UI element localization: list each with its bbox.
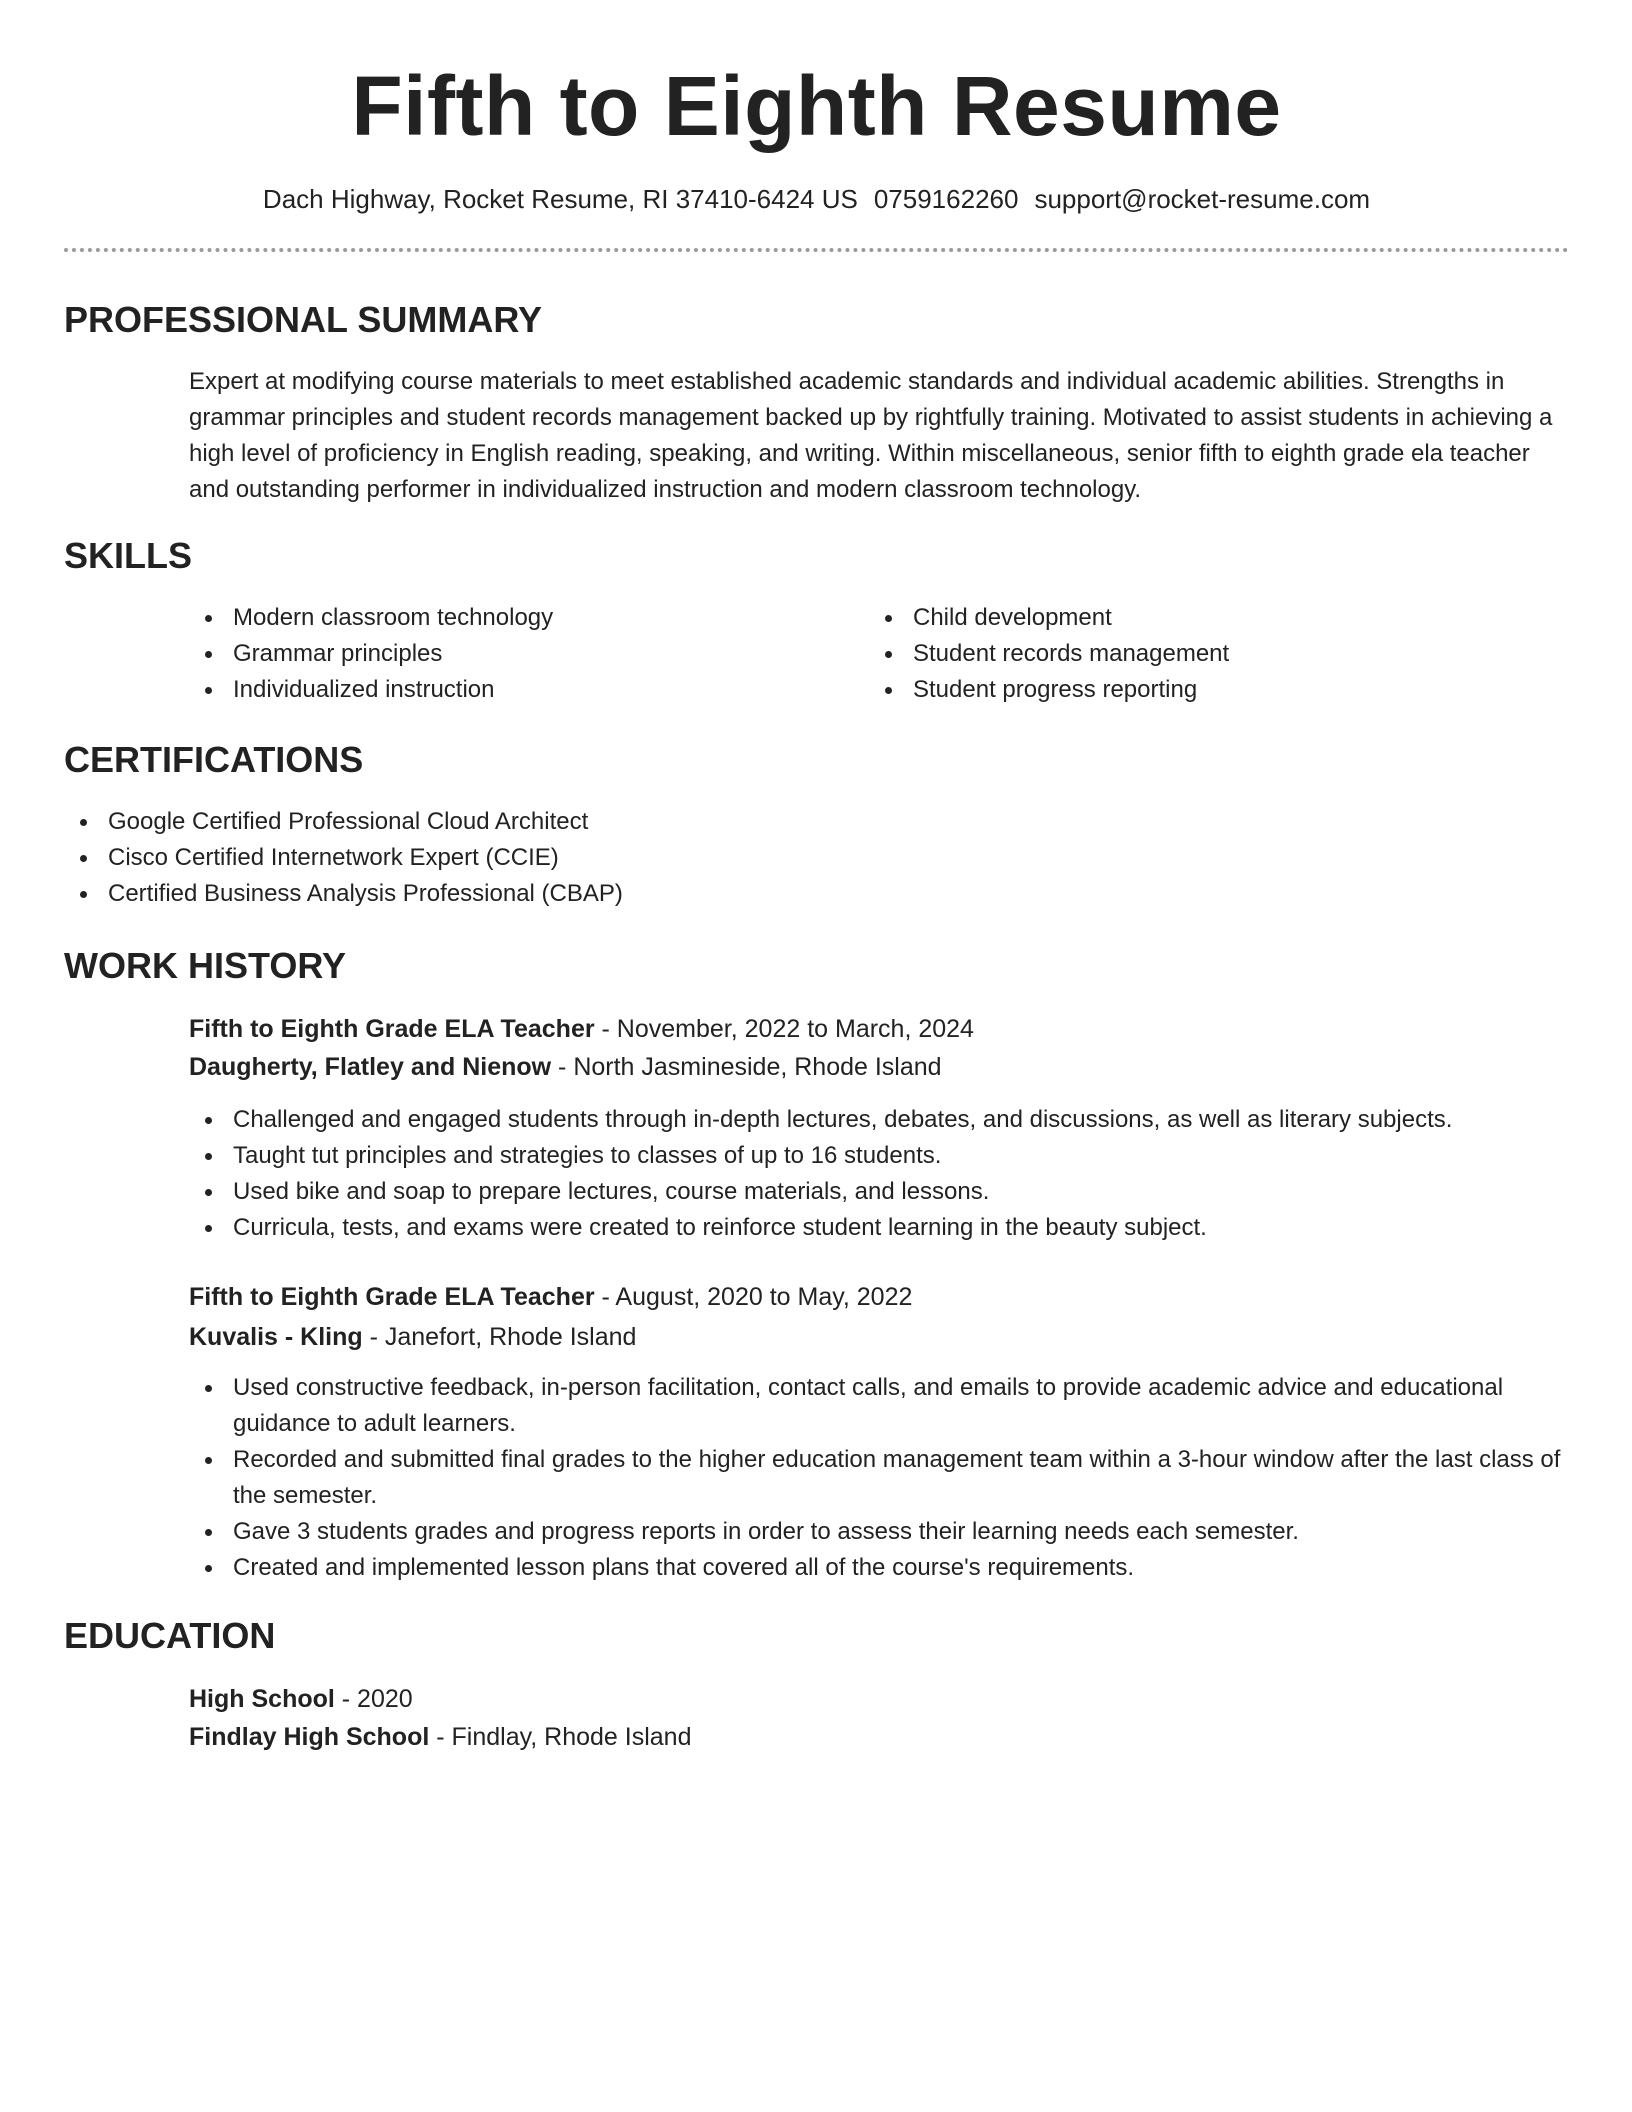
education-entry: [189, 1680, 1569, 1756]
job-company-line: [189, 1318, 1569, 1356]
skills-column-right: [869, 600, 1549, 708]
job-dates: - November, 2022 to March, 2024: [594, 1015, 974, 1043]
skills-heading: SKILLS: [64, 535, 193, 576]
skills-column-left: [189, 600, 869, 708]
summary-section: [64, 298, 1569, 508]
work-history-section: [64, 944, 1569, 1586]
job-bullet: Curricula, tests, and exams were created to reinforce student learning in the beauty subject.: [189, 1210, 1569, 1246]
certification-item: Certified Business Analysis Professional (CBAP): [64, 876, 1569, 912]
job-title-line: [189, 1010, 1569, 1048]
certifications-section: [64, 738, 1569, 912]
job-bullets: [189, 1102, 1569, 1246]
job-title: Fifth to Eighth Grade ELA Teacher: [189, 1283, 595, 1311]
job-location: - North Jasmineside, Rhode Island: [551, 1053, 942, 1081]
header-divider: [64, 248, 1569, 252]
job-bullet: Gave 3 students grades and progress reports in order to assess their learning needs each semester.: [189, 1514, 1569, 1550]
work-history-heading: WORK HISTORY: [64, 945, 347, 986]
contact-address: Dach Highway, Rocket Resume, RI 37410-6424 US: [262, 184, 858, 214]
job-title: Fifth to Eighth Grade ELA Teacher: [189, 1015, 595, 1043]
job-bullets: [189, 1370, 1569, 1586]
education-location: - Findlay, Rhode Island: [429, 1723, 692, 1751]
job-bullet: Taught tut principles and strategies to classes of up to 16 students.: [189, 1138, 1569, 1174]
job-bullet: Created and implemented lesson plans that covered all of the course's requirements.: [189, 1550, 1569, 1586]
summary-heading: PROFESSIONAL SUMMARY: [64, 299, 543, 340]
job-entry: [189, 1010, 1569, 1246]
education-degree: High School: [189, 1685, 335, 1713]
skill-item: Grammar principles: [189, 636, 869, 672]
contact-phone: 0759162260: [873, 184, 1019, 214]
skill-item: Student records management: [869, 636, 1549, 672]
contact-email: support@rocket-resume.com: [1034, 184, 1371, 214]
job-title-line: [189, 1278, 1569, 1316]
job-bullet: Recorded and submitted final grades to the higher education management team within a 3-hour window after the last class of the semester.: [189, 1442, 1569, 1514]
job-location: - Janefort, Rhode Island: [362, 1323, 637, 1351]
job-dates: - August, 2020 to May, 2022: [594, 1283, 913, 1311]
education-school: Findlay High School: [189, 1723, 430, 1751]
skills-list: [189, 600, 1569, 708]
education-school-line: [189, 1718, 1569, 1756]
resume-page: [64, 0, 1569, 1756]
job-company: Daugherty, Flatley and Nienow: [189, 1053, 552, 1081]
contact-line: [64, 182, 1569, 216]
summary-text: Expert at modifying course materials to meet established academic standards and individual academic abilities. Strengths in grammar principles and student records management backed up by rightfully training. Motivated to assist students in achieving a high level of proficiency in English reading, speaking, and writing. Within miscellaneous, senior fifth to eighth grade ela teacher and outstanding performer in individualized instruction and modern classroom technology.: [189, 368, 1553, 503]
job-company: Kuvalis - Kling: [189, 1323, 363, 1351]
skill-item: Individualized instruction: [189, 672, 869, 708]
education-section: [64, 1614, 1569, 1756]
education-degree-line: [189, 1680, 1569, 1718]
job-bullet: Challenged and engaged students through in-depth lectures, debates, and discussions, as well as literary subjects.: [189, 1102, 1569, 1138]
certification-item: Google Certified Professional Cloud Architect: [64, 804, 1569, 840]
education-heading: EDUCATION: [64, 1615, 276, 1656]
skill-item: Child development: [869, 600, 1549, 636]
skills-section: [64, 534, 1569, 708]
education-year: - 2020: [334, 1685, 413, 1713]
skill-item: Modern classroom technology: [189, 600, 869, 636]
job-bullet: Used bike and soap to prepare lectures, course materials, and lessons.: [189, 1174, 1569, 1210]
skill-item: Student progress reporting: [869, 672, 1549, 708]
resume-name: Fifth to Eighth Resume: [351, 59, 1282, 153]
job-entry: [189, 1278, 1569, 1586]
certifications-heading: CERTIFICATIONS: [64, 739, 364, 780]
job-bullet: Used constructive feedback, in-person facilitation, contact calls, and emails to provide academic advice and educational guidance to adult learners.: [189, 1370, 1569, 1442]
job-company-line: [189, 1048, 1569, 1086]
certifications-list: [64, 804, 1569, 912]
certification-item: Cisco Certified Internetwork Expert (CCIE): [64, 840, 1569, 876]
